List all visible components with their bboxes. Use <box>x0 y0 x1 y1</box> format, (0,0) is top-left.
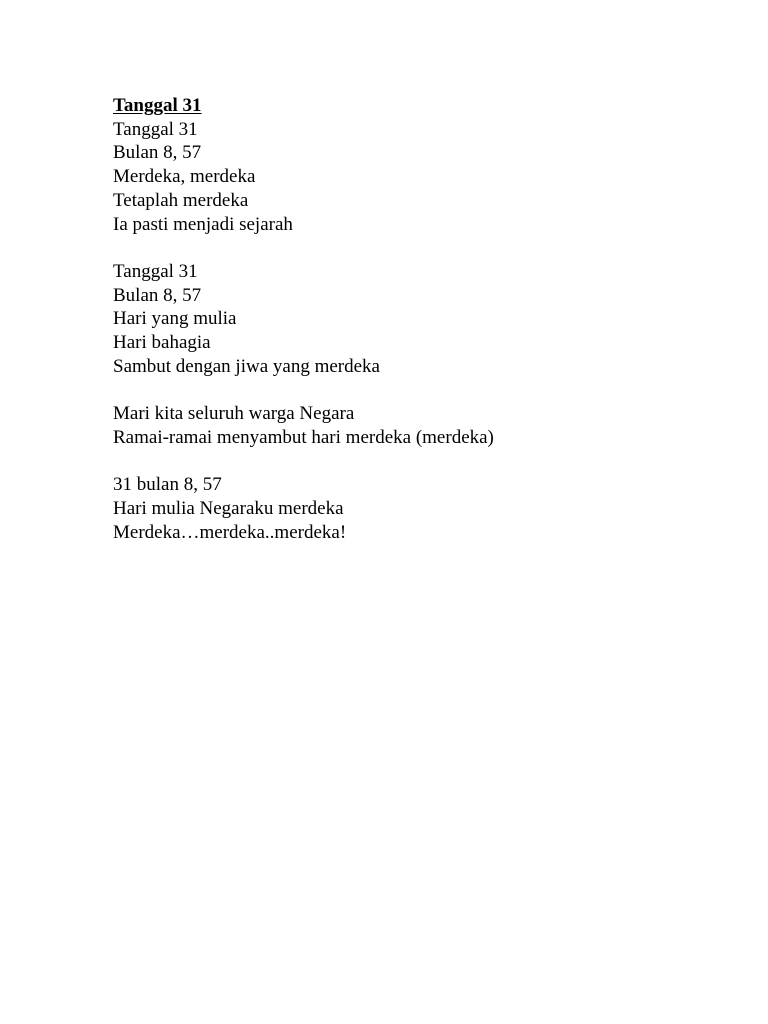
lyric-line: Merdeka…merdeka..merdeka! <box>113 521 347 543</box>
lyric-line: Mari kita seluruh warga Negara <box>113 403 355 425</box>
lyric-line: Hari yang mulia <box>113 308 237 330</box>
document-title: Tanggal 31 <box>113 95 202 116</box>
lyric-line: Sambut dengan jiwa yang merdeka <box>113 355 380 377</box>
lyric-line: Tanggal 31 <box>113 260 198 282</box>
lyric-line: Ia pasti menjadi sejarah <box>113 213 293 235</box>
stanza-4 <box>113 473 713 544</box>
lyric-line: 31 bulan 8, 57 <box>113 474 222 496</box>
lyric-line: Tanggal 31 <box>113 118 198 140</box>
lyric-line: Hari mulia Negaraku merdeka <box>113 497 344 519</box>
document-page <box>113 94 713 568</box>
lyric-line: Tetaplah merdeka <box>113 189 249 211</box>
lyric-line: Merdeka, merdeka <box>113 166 256 188</box>
stanza-3 <box>113 402 713 449</box>
lyric-line: Hari bahagia <box>113 332 211 354</box>
stanza-2 <box>113 260 713 379</box>
lyric-line: Ramai-ramai menyambut hari merdeka (merdeka) <box>113 426 494 448</box>
lyric-line: Bulan 8, 57 <box>113 284 202 306</box>
lyric-line: Bulan 8, 57 <box>113 142 202 164</box>
stanza-1 <box>113 118 713 237</box>
